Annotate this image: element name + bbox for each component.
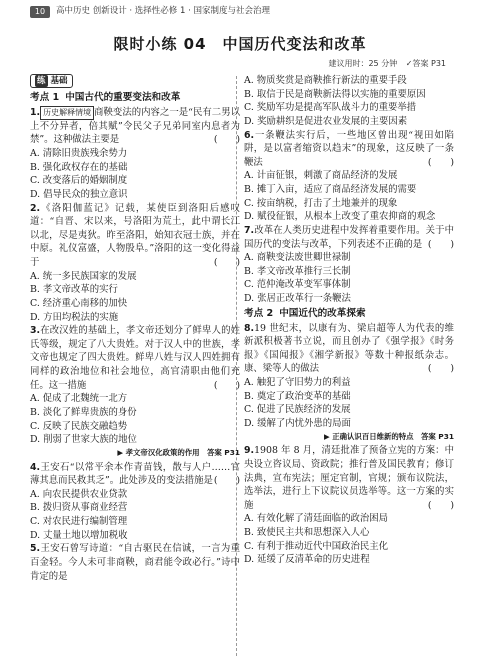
option-a: A. 统一多民族国家的发展: [30, 270, 137, 282]
running-title: 高中历史 创新设计 · 选择性必修 1 · 国家制度与社会治理: [56, 6, 271, 16]
answer-bracket: ( ): [213, 257, 240, 269]
left-column: [30, 74, 240, 583]
option-d: D. 缓解了内忧外患的局面: [244, 417, 351, 429]
option-d: D. 方田均税法的实施: [30, 311, 119, 323]
option-c: C. 改变落后的婚姻制度: [30, 175, 128, 187]
context-tag: 历史解释情境: [40, 106, 94, 120]
suggested-time: 建议用时：25 分钟: [328, 59, 398, 68]
option-b: B. 孝文帝改革的实行: [30, 284, 118, 296]
option-b: B. 拨归资从事商业经营: [30, 502, 128, 514]
option-a: A. 促成了北魏统一北方: [30, 393, 128, 405]
option-a: A. 向农民提供农业贷款: [30, 488, 128, 500]
answer-note-1: ▶ 孝文帝汉化政策的作用 答案 P31: [117, 447, 240, 457]
option-d: D. 赋役征银，从根本上改变了重农抑商的观念: [244, 211, 436, 223]
option-b: B. 取信于民是商鞅新法得以实施的重要原因: [244, 88, 426, 100]
badge-label: 基础: [50, 76, 68, 86]
section-heading-2: 考点 2 中国近代的改革探索: [244, 307, 366, 319]
level-badge: [30, 74, 73, 88]
option-a: A. 商鞅变法废世卿世禄制: [244, 252, 351, 264]
answer-bracket: ( ): [427, 363, 454, 375]
question-9: 9.1908 年 8 月，清廷批准了预备立宪的方案：中央设立咨议局、资政院；推行普及国民教育；修订法典，宣布宪法；厘定官制，官规；颁布议院法，选举法，进行上下议院议员选举等。这一方案的实施 ( ) A. 有效化解了清廷面临的政治困局 B. 致使民主共和思想深入人心 C. 有利于推动近代中国政治民主化 D. 延缓了反清革命的历史进程: [244, 445, 454, 566]
question-7: 7.改革在人类历史进程中发挥着重要作用。关于中国历代的变法与改革，下列表述不正确的是 ( ) A. 商鞅变法废世卿世禄制 B. 孝文帝改革推行三长制 C. 范仲淹改革变军事体制 D. 张居正改革行一条鞭法: [244, 224, 454, 304]
option-d: D. 削弱了世家大族的地位: [30, 434, 137, 446]
answer-note-2: ▶ 正确认识百日维新的特点 答案 P31: [323, 431, 454, 441]
option-d: D. 奖励耕织是促进农业发展的主要因素: [244, 115, 408, 127]
question-2: 2.《洛阳伽蓝记》记载，某使臣到洛阳后感叹道：“自晋、宋以来，号洛阳为荒土，此中谓长江以北，尽是夷狄。昨至洛阳，始知衣冠士族，并在中原。礼仪富盛，人物殷阜。”洛阳的这一变化得益于 ( ) A. 统一多民族国家的发展 B. 孝文帝改革的实行 C. 经济重心南移的加快 D. 方田均税法的实施: [30, 202, 240, 323]
option-c: C. 按亩纳税，打击了土地兼并的现象: [244, 197, 398, 209]
option-c: C. 经济重心南移的加快: [30, 297, 128, 309]
option-b: B. 致使民主共和思想深入人心: [244, 527, 370, 539]
section-heading-1: 考点 1 中国古代的重要变法和改革: [30, 92, 181, 104]
option-c: C. 奖励军功是提高军队战斗力的重要举措: [244, 102, 417, 114]
option-a: A. 清除旧贵族残余势力: [30, 148, 128, 160]
answer-ref: 答案 P31: [412, 59, 446, 68]
option-c: C. 反映了民族交融趋势: [30, 420, 128, 432]
page-number: 10: [30, 6, 50, 18]
question-4: 4.王安石“以常平余本作青苗钱，散与人户……官薄其息而民救其乏”。此处涉及的变法措施是 ( ) A. 向农民提供农业贷款 B. 拨归资从事商业经营 C. 对农民进行编制管理 D. 丈量土地以增加税收: [30, 461, 240, 541]
option-c: C. 对农民进行编制管理: [30, 516, 128, 528]
option-b: B. 强化政权存在的基础: [30, 161, 128, 173]
question-1: 1. 历史解释情境 商鞅变法的内容之一是“民有二男以上不分异者，倍其赋”令民父子兄弟同室内息者为禁”。这种做法主要是 ( ) A. 清除旧贵族残余势力 B. 强化政权存在的基础 C. 改变落后的婚姻制度 D. 倡导民众的独立意识: [30, 107, 240, 200]
option-a: A. 物质奖赏是商鞅推行新法的重要手段: [244, 75, 407, 86]
question-8: 8.19 世纪末，以康有为、梁启超等人为代表的维新派积极著书立说，而且创办了《强学报》《时务报》《国闻报》《湘学新报》等数十种报纸杂志。康、梁等人的做法 ( ) A. 触犯了守旧势力的利益 B. 奠定了政治变革的基础 C. 促进了民族经济的发展 D. 缓解了内忧外患的局面: [244, 322, 454, 429]
option-a: A. 触犯了守旧势力的利益: [244, 377, 351, 389]
option-b: B. 孝文帝改革推行三长制: [244, 265, 351, 277]
question-3: 3.在改汉姓的基础上，孝文帝还划分了鲜卑人的姓氏等级，规定了八大贵姓。对于汉人中的世族，孝文帝也规定了四大贵姓。鲜卑八姓与汉人四姓拥有同样的政治地位和社会地位，高官清职由他们充任。这一措施 ( ) A. 促成了北魏统一北方 B. 淡化了鲜卑贵族的身份 C. 反映了民族交融趋势 D. 削弱了世家大族的地位: [30, 325, 240, 446]
question-5-options: [244, 74, 454, 129]
option-d: D. 延缓了反清革命的历史进程: [244, 554, 370, 566]
page-title: 限时小练 04 中国历代变法和改革: [113, 35, 367, 53]
answer-bracket: ( ): [427, 156, 454, 168]
check-icon: ✓: [405, 59, 413, 68]
answer-bracket: ( ): [427, 499, 454, 511]
question-5-stem: 5.王安石曾写诗道：“自古驱民在信诚，一言为重百金轻。今人未可非商鞅，商君能令政必行。”诗中肯定的是: [30, 543, 240, 582]
answer-bracket: ( ): [213, 379, 240, 391]
option-d: D. 张居正改革行一条鞭法: [244, 293, 351, 304]
right-column: [244, 74, 454, 567]
badge-mark: 练: [37, 76, 46, 86]
option-b: B. 淡化了鲜卑贵族的身份: [30, 406, 137, 418]
option-b: B. 摊丁入亩，适应了商品经济发展的需要: [244, 184, 417, 195]
option-c: C. 有利于推动近代中国政治民主化: [244, 540, 389, 552]
option-a: A. 计亩征银，刺激了商品经济的发展: [244, 170, 398, 182]
option-d: D. 丈量土地以增加税收: [30, 529, 128, 541]
option-a: A. 有效化解了清廷面临的政治困局: [244, 513, 388, 525]
question-6: 6.一条鞭法实行后，一些地区曾出现“视田如陷阱，是以富者缩资以趋末”的现象，这反映了一条鞭法 ( ) A. 计亩征银，刺激了商品经济的发展 B. 摊丁入亩，适应了商品经济发展的需要 C. 按亩纳税，打击了土地兼并的现象 D. 赋役征银，从根本上改变了重农抑商的观念: [244, 129, 454, 223]
answer-bracket: ( ): [427, 238, 454, 250]
exercise-meta: [328, 58, 446, 70]
option-d: D. 倡导民众的独立意识: [30, 188, 128, 200]
option-c: C. 范仲淹改革变军事体制: [244, 279, 351, 291]
answer-bracket: ( ): [213, 134, 240, 146]
answer-bracket: ( ): [213, 475, 240, 487]
option-c: C. 促进了民族经济的发展: [244, 404, 351, 416]
running-header: [0, 0, 480, 22]
option-b: B. 奠定了政治变革的基础: [244, 390, 351, 402]
